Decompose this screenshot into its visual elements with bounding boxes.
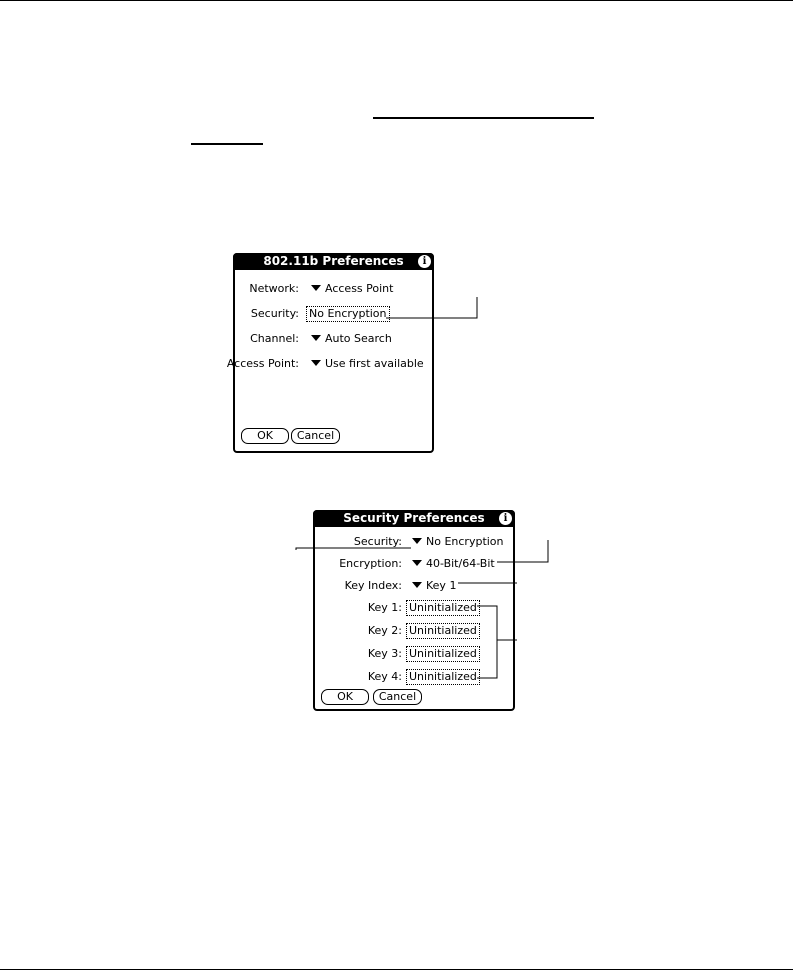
encryption-picker[interactable] xyxy=(412,557,495,571)
key1-field[interactable]: Uninitialized xyxy=(406,600,480,616)
channel-value: Auto Search xyxy=(325,332,392,345)
key3-field[interactable]: Uninitialized xyxy=(406,646,480,662)
encryption-value: 40-Bit/64-Bit xyxy=(426,557,495,570)
dialog-title: Security Preferences xyxy=(343,511,485,525)
ok-button[interactable]: OK xyxy=(321,689,369,705)
key-index-label: Key Index: xyxy=(344,579,402,592)
dialog-title: 802.11b Preferences xyxy=(263,254,404,268)
security-picker[interactable] xyxy=(412,535,504,549)
cancel-button[interactable]: Cancel xyxy=(373,689,422,705)
key4-label: Key 4: xyxy=(367,670,402,683)
access-point-picker[interactable] xyxy=(311,357,424,371)
ok-button[interactable]: OK xyxy=(241,428,289,444)
triangle-down-icon xyxy=(311,360,321,366)
cancel-button[interactable]: Cancel xyxy=(291,428,340,444)
wifi-preferences-dialog xyxy=(226,253,434,453)
encryption-label: Encryption: xyxy=(339,557,402,570)
key3-label: Key 3: xyxy=(367,647,402,660)
channel-picker[interactable] xyxy=(311,332,392,346)
channel-label: Channel: xyxy=(250,332,299,345)
key-index-value: Key 1 xyxy=(426,579,457,592)
key4-field[interactable]: Uninitialized xyxy=(406,669,480,685)
key1-label: Key 1: xyxy=(367,601,402,614)
info-icon[interactable]: i xyxy=(499,512,512,525)
security-value: No Encryption xyxy=(426,535,504,548)
access-point-value: Use first available xyxy=(325,357,424,370)
top-rule xyxy=(0,0,793,1)
security-preferences-dialog xyxy=(313,510,515,711)
bottom-rule xyxy=(0,969,793,970)
network-label: Network: xyxy=(249,282,299,295)
dialog-title-bar xyxy=(233,253,434,270)
key-index-picker[interactable] xyxy=(412,579,456,593)
info-icon[interactable]: i xyxy=(418,255,431,268)
key2-label: Key 2: xyxy=(367,624,402,637)
access-point-label: Access Point: xyxy=(226,357,299,370)
security-label: Security: xyxy=(250,307,299,320)
triangle-down-icon xyxy=(412,560,422,566)
hyperlink-underline[interactable] xyxy=(373,117,594,119)
network-picker[interactable] xyxy=(311,282,393,296)
triangle-down-icon xyxy=(311,335,321,341)
security-label: Security: xyxy=(353,535,402,548)
triangle-down-icon xyxy=(311,285,321,291)
security-field[interactable]: No Encryption xyxy=(306,306,390,322)
network-value: Access Point xyxy=(325,282,394,295)
key2-field[interactable]: Uninitialized xyxy=(406,623,480,639)
triangle-down-icon xyxy=(412,538,422,544)
triangle-down-icon xyxy=(412,582,422,588)
hyperlink-underline[interactable] xyxy=(191,143,263,145)
dialog-title-bar xyxy=(313,510,515,527)
